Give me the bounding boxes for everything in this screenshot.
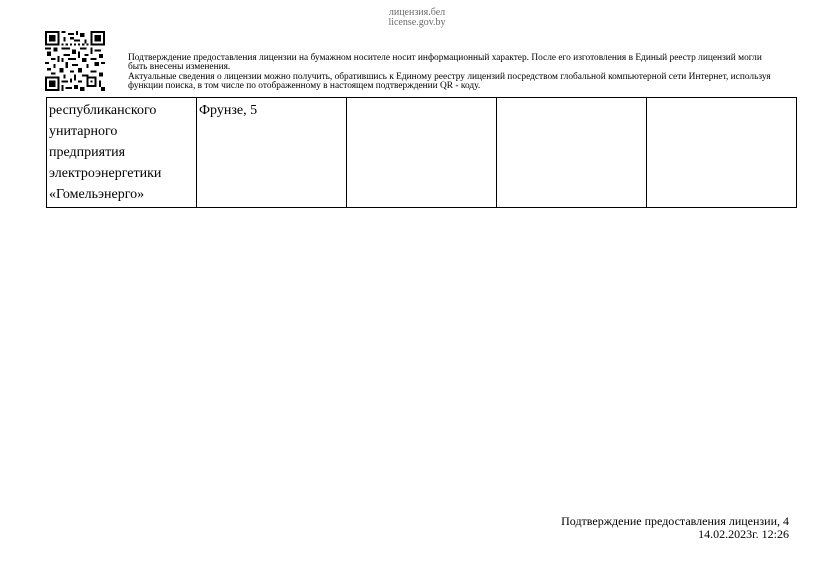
footer-title: Подтверждение предоставления лицензии, 4 (561, 514, 789, 528)
site-name-latin: license.gov.by (388, 17, 446, 28)
holder-line: унитарного (49, 124, 118, 139)
site-header (0, 8, 834, 28)
table-cell-empty (347, 98, 497, 208)
table-cell-address: Фрунзе, 5 (197, 98, 347, 208)
footer-datetime: 14.02.2023г. 12:26 (698, 527, 789, 541)
holder-line: «Гомельэнерго» (49, 187, 145, 202)
site-name-cyrillic: лицензия.бел (388, 7, 446, 18)
holder-line: электроэнергетики (49, 166, 162, 181)
table-cell-empty (497, 98, 647, 208)
notice-line: быть внесены изменения. (128, 62, 231, 73)
page-footer (561, 515, 789, 541)
notice-line: Подтверждение предоставления лицензии на бумажном носителе носит информационный характер. После его изготовления в Единый реестр лицензий могли (128, 52, 762, 63)
table-cell-holder (47, 98, 197, 208)
info-notice (128, 44, 828, 92)
notice-line: Актуальные сведения о лицензии можно получить, обратившись к Единому реестру лицензий посредством глобальной компьютерной сети Интернет, используя (128, 71, 771, 82)
qr-code-icon (45, 31, 105, 91)
holder-line: республиканского (49, 103, 157, 118)
table-cell-empty (647, 98, 797, 208)
notice-line: функции поиска, в том числе по отображенному в настоящем подтверждении QR - коду. (128, 81, 481, 92)
table-row (47, 98, 797, 208)
holder-line: предприятия (49, 145, 126, 160)
license-table (46, 97, 797, 208)
